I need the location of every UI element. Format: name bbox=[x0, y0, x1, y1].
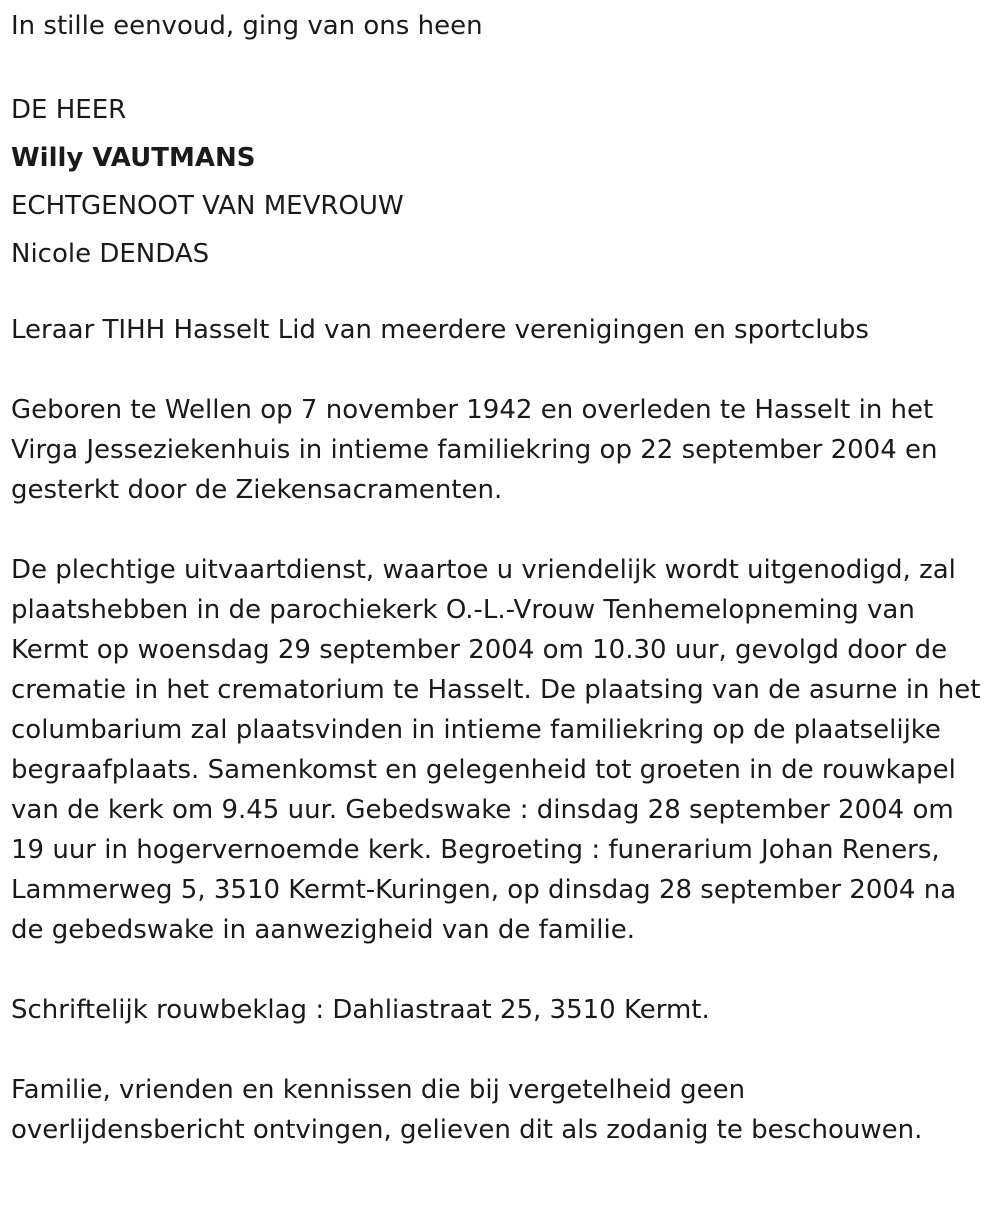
honorific-title: DE HEER bbox=[11, 95, 127, 125]
spacer bbox=[11, 950, 986, 990]
closing-paragraph: Familie, vrienden en kennissen die bij vergetelheid geen overlijdensbericht ontvingen, gelieven dit als zodanig te beschouwen. bbox=[11, 1075, 923, 1145]
occupation-text: Leraar TIHH Hasselt Lid van meerdere verenigingen en sportclubs bbox=[11, 315, 869, 345]
spacer bbox=[11, 510, 986, 550]
spacer bbox=[11, 46, 986, 86]
spacer bbox=[11, 278, 986, 310]
birth-death-paragraph: Geboren te Wellen op 7 november 1942 en overleden te Hasselt in het Virga Jesseziekenhuis in intieme familiekring op 22 september 2004 en gesterkt door de Ziekensacramenten. bbox=[11, 395, 938, 505]
condolences-address: Schriftelijk rouwbeklag : Dahliastraat 25, 3510 Kermt. bbox=[11, 995, 710, 1025]
spacer bbox=[11, 1030, 986, 1070]
spouse-label: ECHTGENOOT VAN MEVROUW bbox=[11, 191, 404, 221]
spacer bbox=[11, 350, 986, 390]
intro-text: In stille eenvoud, ging van ons heen bbox=[11, 11, 483, 41]
deceased-name: Willy VAUTMANS bbox=[11, 143, 256, 173]
spouse-name: Nicole DENDAS bbox=[11, 239, 210, 269]
obituary-notice bbox=[11, 6, 986, 1150]
funeral-paragraph: De plechtige uitvaartdienst, waartoe u vriendelijk wordt uitgenodigd, zal plaatshebben in de parochiekerk O.-L.-Vrouw Tenhemelopneming van Kermt op woensdag 29 september 2004 om 10.30 uur, gevolgd door de crematie in het crematorium te Hasselt. De plaatsing van de asurne in het columbarium zal plaatsvinden in intieme familiekring op de plaatselijke begraafplaats. Samenkomst en gelegenheid tot groeten in de rouwkapel van de kerk om 9.45 uur. Gebedswake : dinsdag 28 september 2004 om 19 uur in hogervernoemde kerk. Begroeting : funerarium Johan Reners, Lammerweg 5, 3510 Kermt-Kuringen, op dinsdag 28 september 2004 na de gebedswake in aanwezigheid van de familie. bbox=[11, 555, 981, 945]
